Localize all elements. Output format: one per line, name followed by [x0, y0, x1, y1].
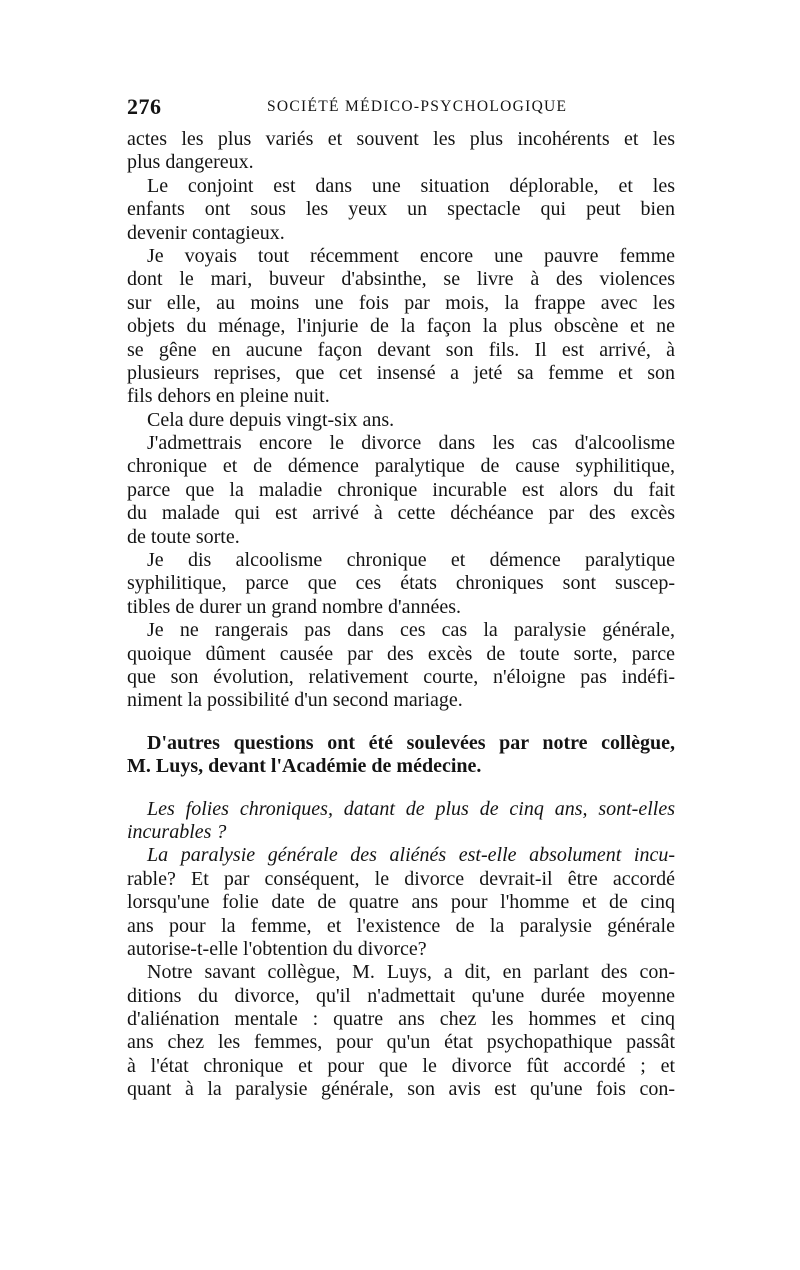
text-line: actes les plus variés et souvent les plus incohérents et les: [127, 128, 675, 150]
text-line: parce que la maladie chronique incurable est alors du fait: [127, 478, 675, 501]
text-line: ditions du divorce, qu'il n'admettait qu'une durée moyenne: [127, 984, 675, 1007]
text-line: lorsqu'une folie date de quatre ans pour l'homme et de cinq: [127, 891, 675, 914]
text-line: Notre savant collègue, M. Luys, a dit, en parlant des con-: [147, 961, 675, 984]
page-header: [127, 94, 675, 122]
paragraph: [127, 619, 675, 713]
text-line: rable? Et par conséquent, le divorce devrait-il être accordé: [127, 867, 675, 890]
text-line: objets du ménage, l'injurie de la façon la plus obscène et ne: [127, 315, 675, 338]
paragraph: [127, 798, 675, 845]
paragraph: [127, 961, 675, 1101]
text-line: tibles de durer un grand nombre d'années.: [127, 595, 462, 618]
text-line: D'autres questions ont été soulevées par notre collègue,: [147, 731, 675, 754]
page-number: 276: [127, 94, 162, 119]
text-line: d'aliénation mentale : quatre ans chez les hommes et cinq: [127, 1008, 675, 1031]
text-line: du malade qui est arrivé à cette déchéance par des excès: [127, 502, 675, 525]
text-line: à l'état chronique et pour que le divorce fût accordé ; et: [127, 1054, 675, 1077]
text-line: autorise-t-elle l'obtention du divorce?: [127, 937, 427, 960]
text-line: J'admettrais encore le divorce dans les cas d'alcoolisme: [147, 432, 675, 455]
text-line: que son évolution, relativement courte, n'éloigne pas indéfi-: [127, 665, 675, 688]
text-line: dont le mari, buveur d'absinthe, se livre à des violences: [127, 268, 675, 291]
text-line: plusieurs reprises, que cet insensé a jeté sa femme et son: [127, 361, 675, 384]
text-line: de toute sorte.: [127, 525, 240, 548]
paragraph: [127, 549, 675, 619]
body-text: [127, 128, 675, 1102]
section-break: [127, 779, 675, 798]
text-line: Cela dure depuis vingt-six ans.: [147, 408, 395, 431]
text-line: ans pour la femme, et l'existence de la paralysie générale: [127, 914, 675, 937]
paragraph: [127, 844, 675, 961]
text-line: sur elle, au moins une fois par mois, la frappe avec les: [127, 291, 675, 314]
text-line: quant à la paralysie générale, son avis est qu'une fois con-: [127, 1078, 675, 1101]
text-line: plus dangereux.: [127, 151, 254, 174]
text-line: Je dis alcoolisme chronique et démence paralytique: [147, 549, 675, 572]
text-line: ans chez les femmes, pour qu'un état psychopathique passât: [127, 1031, 675, 1054]
text-line: Je ne rangerais pas dans ces cas la paralysie générale,: [147, 619, 675, 642]
paragraph: [127, 732, 675, 779]
text-line: La paralysie générale des aliénés est-elle absolument incu-: [147, 844, 675, 867]
text-line: incurables ?: [127, 820, 227, 843]
paragraph: [127, 245, 675, 409]
text-line: devenir contagieux.: [127, 221, 285, 244]
text-line: se gêne en aucune façon devant son fils. Il est arrivé, à: [127, 338, 675, 361]
text-line: niment la possibilité d'un second mariage.: [127, 689, 463, 712]
paragraph: [127, 432, 675, 549]
text-line: syphilitique, parce que ces états chroniques sont suscep-: [127, 572, 675, 595]
paragraph: [127, 409, 675, 432]
running-head: SOCIÉTÉ MÉDICO-PSYCHOLOGIQUE: [267, 98, 568, 115]
text-line: enfants ont sous les yeux un spectacle qui peut bien: [127, 198, 675, 221]
section-break: [127, 713, 675, 732]
text-line: Je voyais tout récemment encore une pauvre femme: [147, 244, 675, 267]
paragraph: [127, 128, 675, 175]
text-line: Les folies chroniques, datant de plus de cinq ans, sont-elles: [147, 797, 675, 820]
text-line: quoique dûment causée par des excès de toute sorte, parce: [127, 642, 675, 665]
paragraph: [127, 175, 675, 245]
text-line: Le conjoint est dans une situation déplorable, et les: [147, 174, 675, 197]
text-line: fils dehors en pleine nuit.: [127, 385, 330, 408]
text-line: chronique et de démence paralytique de cause syphilitique,: [127, 455, 675, 478]
text-line: M. Luys, devant l'Académie de médecine.: [127, 755, 482, 778]
